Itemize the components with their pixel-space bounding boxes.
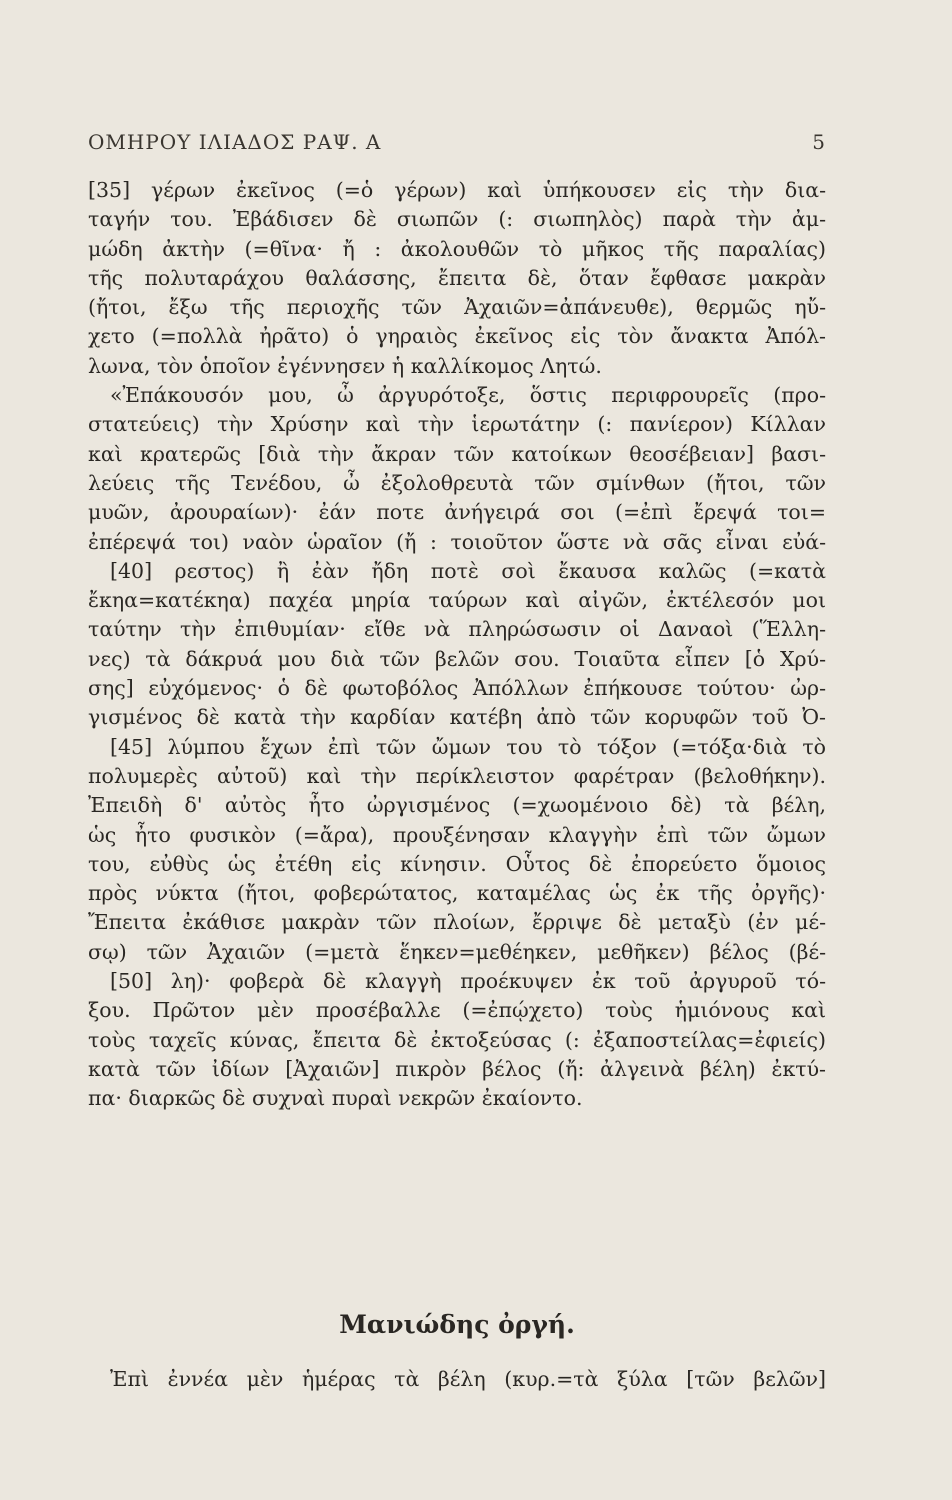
page-number: 5 <box>812 130 826 154</box>
text-line: πα· διαρκῶς δὲ συχναὶ πυραὶ νεκρῶν ἐκαίοντο. <box>88 1086 583 1111</box>
text-line: [35] γέρων ἐκεῖνος (=ὁ γέρων) καὶ ὑπήκουσεν εἰς τὴν δια- <box>88 178 826 202</box>
text-line: Ἐπὶ ἐννέα μὲν ἡμέρας τὰ βέλη (κυρ.=τὰ ξύλα [τῶν βελῶν] <box>110 1367 826 1391</box>
text-line: [50] λη)· φοβερὰ δὲ κλαγγὴ προέκυψεν ἐκ τοῦ ἀργυροῦ τό- <box>110 969 826 994</box>
text-line: ἐπέρεψά τοι) ναὸν ὡραῖον (ἤ : τοιοῦτον ὥστε νὰ σᾶς εἶναι εὐά- <box>88 529 826 554</box>
text-line: στατεύεις) τὴν Χρύσην καὶ τὴν ἱερωτάτην (: πανίερον) Κίλλαν <box>88 412 826 437</box>
text-line: Ἐπειδὴ δ' αὐτὸς ἦτο ὠργισμένος (=χωομένοιο δὲ) τὰ βέλη, <box>88 793 826 818</box>
text-line: μώδη ἀκτὴν (=θῖνα· ἤ : ἀκολουθῶν τὸ μῆκος τῆς παραλίας) <box>88 236 826 261</box>
text-line: τῆς πολυταράχου θαλάσσης, ἔπειτα δὲ, ὅταν ἔφθασε μακρὰν <box>88 265 826 290</box>
text-line: [45] λύμπου ἔχων ἐπὶ τῶν ὤμων του τὸ τόξον (=τόξα·διὰ τὸ <box>110 734 826 759</box>
text-line: Ἔπειτα ἐκάθισε μακρὰν τῶν πλοίων, ἔρριψε δὲ μεταξὺ (ἐν μέ- <box>88 910 826 935</box>
running-head-title: ΟΜΗΡΟΥ ΙΛΙΑΔΟΣ ΡΑΨ. Α <box>88 130 382 154</box>
text-line: σῳ) τῶν Ἀχαιῶν (=μετὰ ἕηκεν=μεθέηκεν, μεθῆκεν) βέλος (βέ- <box>88 939 826 964</box>
text-line: σης] εὐχόμενος· ὁ δὲ φωτοβόλος Ἀπόλλων ἐπήκουσε τούτου· ὠρ- <box>88 676 826 701</box>
text-line: χετο (=πολλὰ ἠρᾶτο) ὁ γηραιὸς ἐκεῖνος εἰς τὸν ἄνακτα Ἀπόλ- <box>88 324 826 349</box>
text-line: λωνα, τὸν ὁποῖον ἐγέννησεν ἡ καλλίκομος Λητώ. <box>88 353 602 378</box>
text-line: ταύτην τὴν ἐπιθυμίαν· εἴθε νὰ πληρώσωσιν οἱ Δαναοὶ (Ἕλλη- <box>88 617 826 642</box>
text-line: «Ἐπάκουσόν μου, ὦ ἀργυρότοξε, ὅστις περιφρουρεῖς (προ- <box>110 383 826 408</box>
text-line: νες) τὰ δάκρυά μου διὰ τῶν βελῶν σου. Τοιαῦτα εἶπεν [ὁ Χρύ- <box>88 646 826 671</box>
text-line: ὡς ἦτο φυσικὸν (=ἄρα), προυξένησαν κλαγγὴν ἐπὶ τῶν ὤμων <box>88 822 826 847</box>
text-line: (ἤτοι, ἔξω τῆς περιοχῆς τῶν Ἀχαιῶν=ἀπάνευθε), θερμῶς ηὔ- <box>88 295 826 320</box>
text-line: πρὸς νύκτα (ἤτοι, φοβερώτατος, καταμέλας ὡς ἐκ τῆς ὀργῆς)· <box>88 881 826 906</box>
text-line: ξου. Πρῶτον μὲν προσέβαλλε (=ἐπῴχετο) τοὺς ἡμιόνους καὶ <box>88 998 826 1023</box>
text-line: πολυμερὲς αὐτοῦ) καὶ τὴν περίκλειστον φαρέτραν (βελοθήκην). <box>88 763 826 788</box>
text-line: του, εὐθὺς ὡς ἐτέθη εἰς κίνησιν. Οὗτος δὲ ἐπορεύετο ὅμοιος <box>88 851 826 876</box>
commentary-text <box>88 176 826 1114</box>
text-line: ταγήν του. Ἐβάδισεν δὲ σιωπῶν (: σιωπηλὸς) παρὰ τὴν ἀμ- <box>88 207 826 232</box>
text-line: λεύεις τῆς Τενέδου, ὦ ἐξολοθρευτὰ τῶν σμίνθων (ἤτοι, τῶν <box>88 470 826 495</box>
text-line: ἔκηα=κατέκηα) παχέα μηρία ταύρων καὶ αἰγῶν, ἐκτέλεσόν μοι <box>88 588 826 613</box>
text-line: [40] ρεστος) ἢ ἐὰν ἤδη ποτὲ σοὶ ἔκαυσα καλῶς (=κατὰ <box>110 558 826 583</box>
text-line: κατὰ τῶν ἰδίων [Ἀχαιῶν] πικρὸν βέλος (ἤ: ἀλγεινὰ βέλη) ἐκτύ- <box>88 1056 826 1081</box>
text-line: γισμένος δὲ κατὰ τὴν καρδίαν κατέβη ἀπὸ τῶν κορυφῶν τοῦ Ὀ- <box>88 705 826 730</box>
text-line: καὶ κρατερῶς [διὰ τὴν ἄκραν τῶν κατοίκων θεοσέβειαν] βασι- <box>88 441 826 466</box>
section-heading: Μανιώδης ὀργή. <box>339 1310 575 1339</box>
running-head <box>88 130 826 160</box>
text-line: τοὺς ταχεῖς κύνας, ἔπειτα δὲ ἐκτοξεύσας (: ἐξαποστείλας=ἐφιείς) <box>88 1027 826 1052</box>
text-line: μυῶν, ἀρουραίων)· ἐάν ποτε ἀνήγειρά σοι (=ἐπὶ ἔρεψά τοι= <box>88 500 826 525</box>
continuation-text <box>88 1365 826 1394</box>
